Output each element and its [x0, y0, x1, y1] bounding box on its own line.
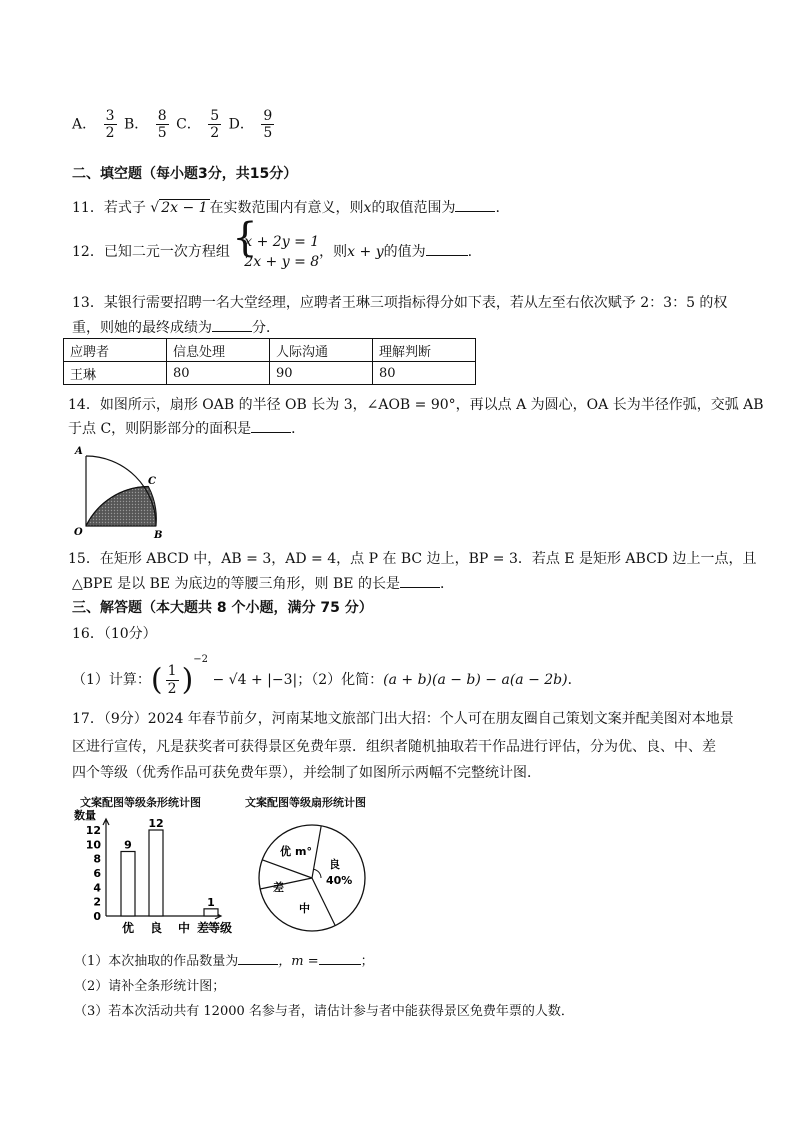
table-header-cell: 人际沟通 — [270, 339, 373, 362]
question-12: 12．已知二元一次方程组 { x + 2y = 1 2x + y = 8 ，则x + y的值为 . — [72, 232, 472, 272]
question-11: 11．若式子 √ 2x − 1 在实数范围内有意义，则x的取值范围为 . — [72, 197, 500, 217]
question-13-line1: 13．某银行需要招聘一名大堂经理，应聘者王琳三项指标得分如下表，若从左至右依次赋予 2：3：5 的权 — [72, 295, 728, 311]
question-17-sub2: （2）请补全条形统计图； — [74, 979, 226, 994]
table-cell: 王琳 — [64, 362, 167, 385]
x-tick-label: 中 — [177, 921, 191, 935]
section-3-title: 三、解答题（本大题共 8 个小题，满分 75 分） — [72, 600, 373, 616]
table-cell: 80 — [167, 362, 270, 385]
y-tick-label: 2 — [93, 895, 101, 909]
question-13-line2: 重，则她的最终成绩为 分． — [72, 317, 280, 337]
equation-system: { x + 2y = 1 2x + y = 8 — [234, 232, 319, 272]
point-c-label: C — [148, 476, 156, 487]
answer-blank — [319, 950, 361, 965]
pie-slice-label: 优 — [280, 845, 291, 858]
question-17-sub3: （3）若本次活动共有 12000 名参与者，请估计参与者中能获得景区免费年票的人数． — [74, 1004, 574, 1019]
option-d-label: D． — [228, 116, 254, 133]
pie-slice-label: 中 — [299, 902, 310, 915]
answer-blank — [400, 573, 440, 588]
table-header-cell: 应聘者 — [64, 339, 167, 362]
bar-value-label: 12 — [148, 817, 164, 830]
section-2-title: 二、填空题（每小题3分，共15分） — [72, 166, 298, 182]
answer-blank — [238, 950, 278, 965]
table-header-row — [64, 339, 476, 362]
y-tick-label: 12 — [85, 824, 101, 837]
point-a-label: A — [75, 446, 83, 457]
bar — [149, 830, 163, 916]
table-cell: 90 — [270, 362, 373, 385]
score-table — [63, 338, 476, 385]
bar-value-label: 9 — [124, 838, 132, 852]
table-cell: 80 — [373, 362, 476, 385]
y-tick-label: 10 — [85, 838, 101, 852]
pie-chart-title: 文案配图等级扇形统计图 — [245, 796, 366, 809]
option-a-label: A． — [72, 116, 97, 133]
bar-chart — [70, 806, 250, 936]
table-row — [64, 362, 476, 385]
option-b-label: B． — [123, 116, 149, 133]
pie-slice-label: m° — [295, 845, 312, 858]
y-axis-label: 数量 — [74, 809, 96, 822]
answer-blank — [426, 241, 468, 256]
prev-options — [72, 108, 277, 141]
y-tick-label: 8 — [93, 852, 101, 866]
half-fraction: $\frac{1}{2}$ — [167, 663, 177, 697]
y-tick-label: 0 — [93, 910, 101, 923]
option-c-label: C． — [176, 116, 201, 133]
y-tick-label: 6 — [93, 867, 101, 880]
point-o-label: O — [74, 527, 83, 538]
option-c-fraction: $\frac{5}{2}$ — [210, 108, 220, 142]
pie-slice-label: 40% — [326, 874, 353, 887]
option-a-fraction: $\frac{3}{2}$ — [105, 108, 115, 142]
question-16-head: 16．（10分） — [72, 626, 157, 642]
sqrt-expression: √ 2x − 1 — [150, 200, 208, 216]
answer-blank — [455, 197, 495, 212]
table-header-cell: 信息处理 — [167, 339, 270, 362]
sector-figure — [68, 440, 168, 540]
question-15-line1: 15．在矩形 ABCD 中，AB = 3，AD = 4，点 P 在 BC 边上，BP = 3．若点 E 是矩形 ABCD 边上一点，且 — [68, 551, 757, 567]
answer-blank — [212, 317, 252, 332]
bar — [121, 852, 135, 917]
bar-chart-title: 文案配图等级条形统计图 — [80, 796, 201, 809]
pie-slice-label: 良 — [329, 858, 340, 871]
question-16-body: （1）计算：( $\frac{1}{2}$ )$^{-2}$ − √4 + |−3|；（2）化简：(a + b)(a − b) − a(a − 2b)． — [72, 654, 582, 698]
point-b-label: B — [154, 530, 163, 540]
pie-chart — [255, 822, 370, 937]
x-tick-label: 差 — [196, 921, 210, 935]
x-axis-label: 等级 — [207, 921, 233, 935]
bar-value-label: 1 — [207, 895, 215, 909]
x-tick-label: 优 — [121, 921, 135, 935]
table-header-cell: 理解判断 — [373, 339, 476, 362]
y-tick-label: 4 — [93, 881, 101, 895]
question-17-sub1: （1）本次抽取的作品数量为 ，m = ； — [74, 950, 374, 969]
question-17-line1: 17．（9分）2024 年春节前夕，河南某地文旅部门出大招：个人可在朋友圈自己策划文案并配美图对本地景 — [72, 711, 734, 727]
x-tick-label: 良 — [149, 921, 163, 935]
option-b-fraction: $\frac{8}{5}$ — [157, 108, 167, 142]
question-17-line2: 区进行宣传，凡是获奖者可获得景区免费年票．组织者随机抽取若干作品进行评估，分为优、良、中、差 — [72, 739, 716, 755]
question-14-line2: 于点 C，则阴影部分的面积是 ． — [68, 418, 305, 438]
pie-slice-label: 差 — [273, 881, 284, 894]
question-17-line3: 四个等级（优秀作品可获免费年票），并绘制了如图所示两幅不完整统计图． — [72, 765, 541, 781]
question-14-line1: 14．如图所示，扇形 OAB 的半径 OB 长为 3，∠AOB = 90°，再以点 A 为圆心，OA 长为半径作弧，交弧 AB — [68, 397, 764, 413]
bar — [204, 909, 218, 916]
question-15-line2: △BPE 是以 BE 为底边的等腰三角形，则 BE 的长是 ． — [72, 573, 454, 593]
answer-blank — [251, 418, 291, 433]
option-d-fraction: $\frac{9}{5}$ — [263, 108, 273, 142]
